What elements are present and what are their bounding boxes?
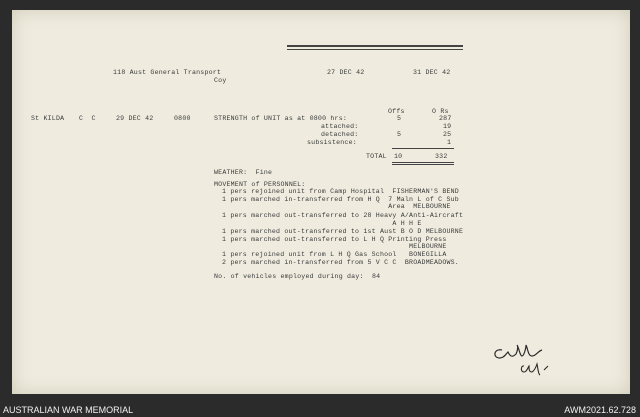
archive-name: AUSTRALIAN WAR MEMORIAL bbox=[3, 405, 134, 415]
attached-ors: 19 bbox=[443, 123, 452, 130]
movement-line: 1 pers marched out-transferred to L H Q Printing Press bbox=[222, 236, 447, 243]
column-offrs: Offs bbox=[388, 108, 405, 115]
movement-line: 1 pers rejoined unit from L H Q Gas School BONEGILLA bbox=[222, 251, 447, 258]
unit-name-cont: Coy bbox=[214, 77, 227, 84]
column-ors: O Rs bbox=[432, 108, 449, 115]
weather: WEATHER: Fine bbox=[214, 169, 273, 176]
movement-line: A H H E bbox=[222, 220, 422, 227]
total-ors: 332 bbox=[435, 153, 448, 160]
detached-ors: 25 bbox=[443, 131, 452, 138]
attached-label: attached: bbox=[321, 123, 359, 130]
total-rule bbox=[392, 148, 454, 149]
archive-reference: AWM2021.62.728 bbox=[564, 405, 636, 415]
subsistence-label: subsistence: bbox=[307, 139, 357, 146]
location: St KILDA bbox=[31, 115, 65, 122]
header-rule bbox=[287, 45, 463, 47]
signature-mark bbox=[488, 342, 578, 382]
entry-date: 29 DEC 42 bbox=[116, 115, 154, 122]
header-rule bbox=[287, 49, 463, 50]
detached-offrs: 5 bbox=[397, 131, 402, 138]
codes: C C bbox=[79, 115, 96, 122]
movement-line: 1 pers marched out-transferred to 28 Heavy A/Anti-Aircraft bbox=[222, 212, 464, 219]
strength-offrs: 5 bbox=[397, 115, 402, 122]
total-offrs: 10 bbox=[394, 153, 403, 160]
movement-line: Area MELBOURNE bbox=[222, 203, 451, 210]
detached-label: detached: bbox=[321, 131, 359, 138]
movement-heading: MOVEMENT of PERSONNEL: bbox=[214, 181, 306, 188]
movement-line: 1 pers rejoined unit from Camp Hospital FISHERMAN'S BEND bbox=[222, 188, 459, 195]
total-double-rule bbox=[392, 164, 454, 165]
archive-caption-bar bbox=[0, 402, 640, 417]
entry-time: 0800 bbox=[174, 115, 191, 122]
total-label: TOTAL bbox=[366, 153, 387, 160]
total-double-rule bbox=[392, 162, 454, 163]
movement-line: 1 pers marched out-transferred to 1st Aust B O D MELBOURNE bbox=[222, 228, 464, 235]
unit-name: 118 Aust General Transport bbox=[113, 69, 222, 76]
vehicles-count: No. of vehicles employed during day: 84 bbox=[214, 273, 381, 280]
strength-label: STRENGTH of UNIT as at 0800 hrs: bbox=[214, 115, 348, 122]
date-previous: 27 DEC 42 bbox=[327, 69, 365, 76]
date-current: 31 DEC 42 bbox=[413, 69, 451, 76]
movement-line: 2 pers marched in-transferred from 5 V C C BROADMEADOWS. bbox=[222, 259, 459, 266]
strength-ors: 287 bbox=[439, 115, 452, 122]
subsistence-ors: 1 bbox=[447, 139, 452, 146]
movement-line: MELBOURNE bbox=[222, 243, 447, 250]
movement-line: 1 pers marched in-transferred from H Q 7 Maln L of C Sub bbox=[222, 196, 459, 203]
